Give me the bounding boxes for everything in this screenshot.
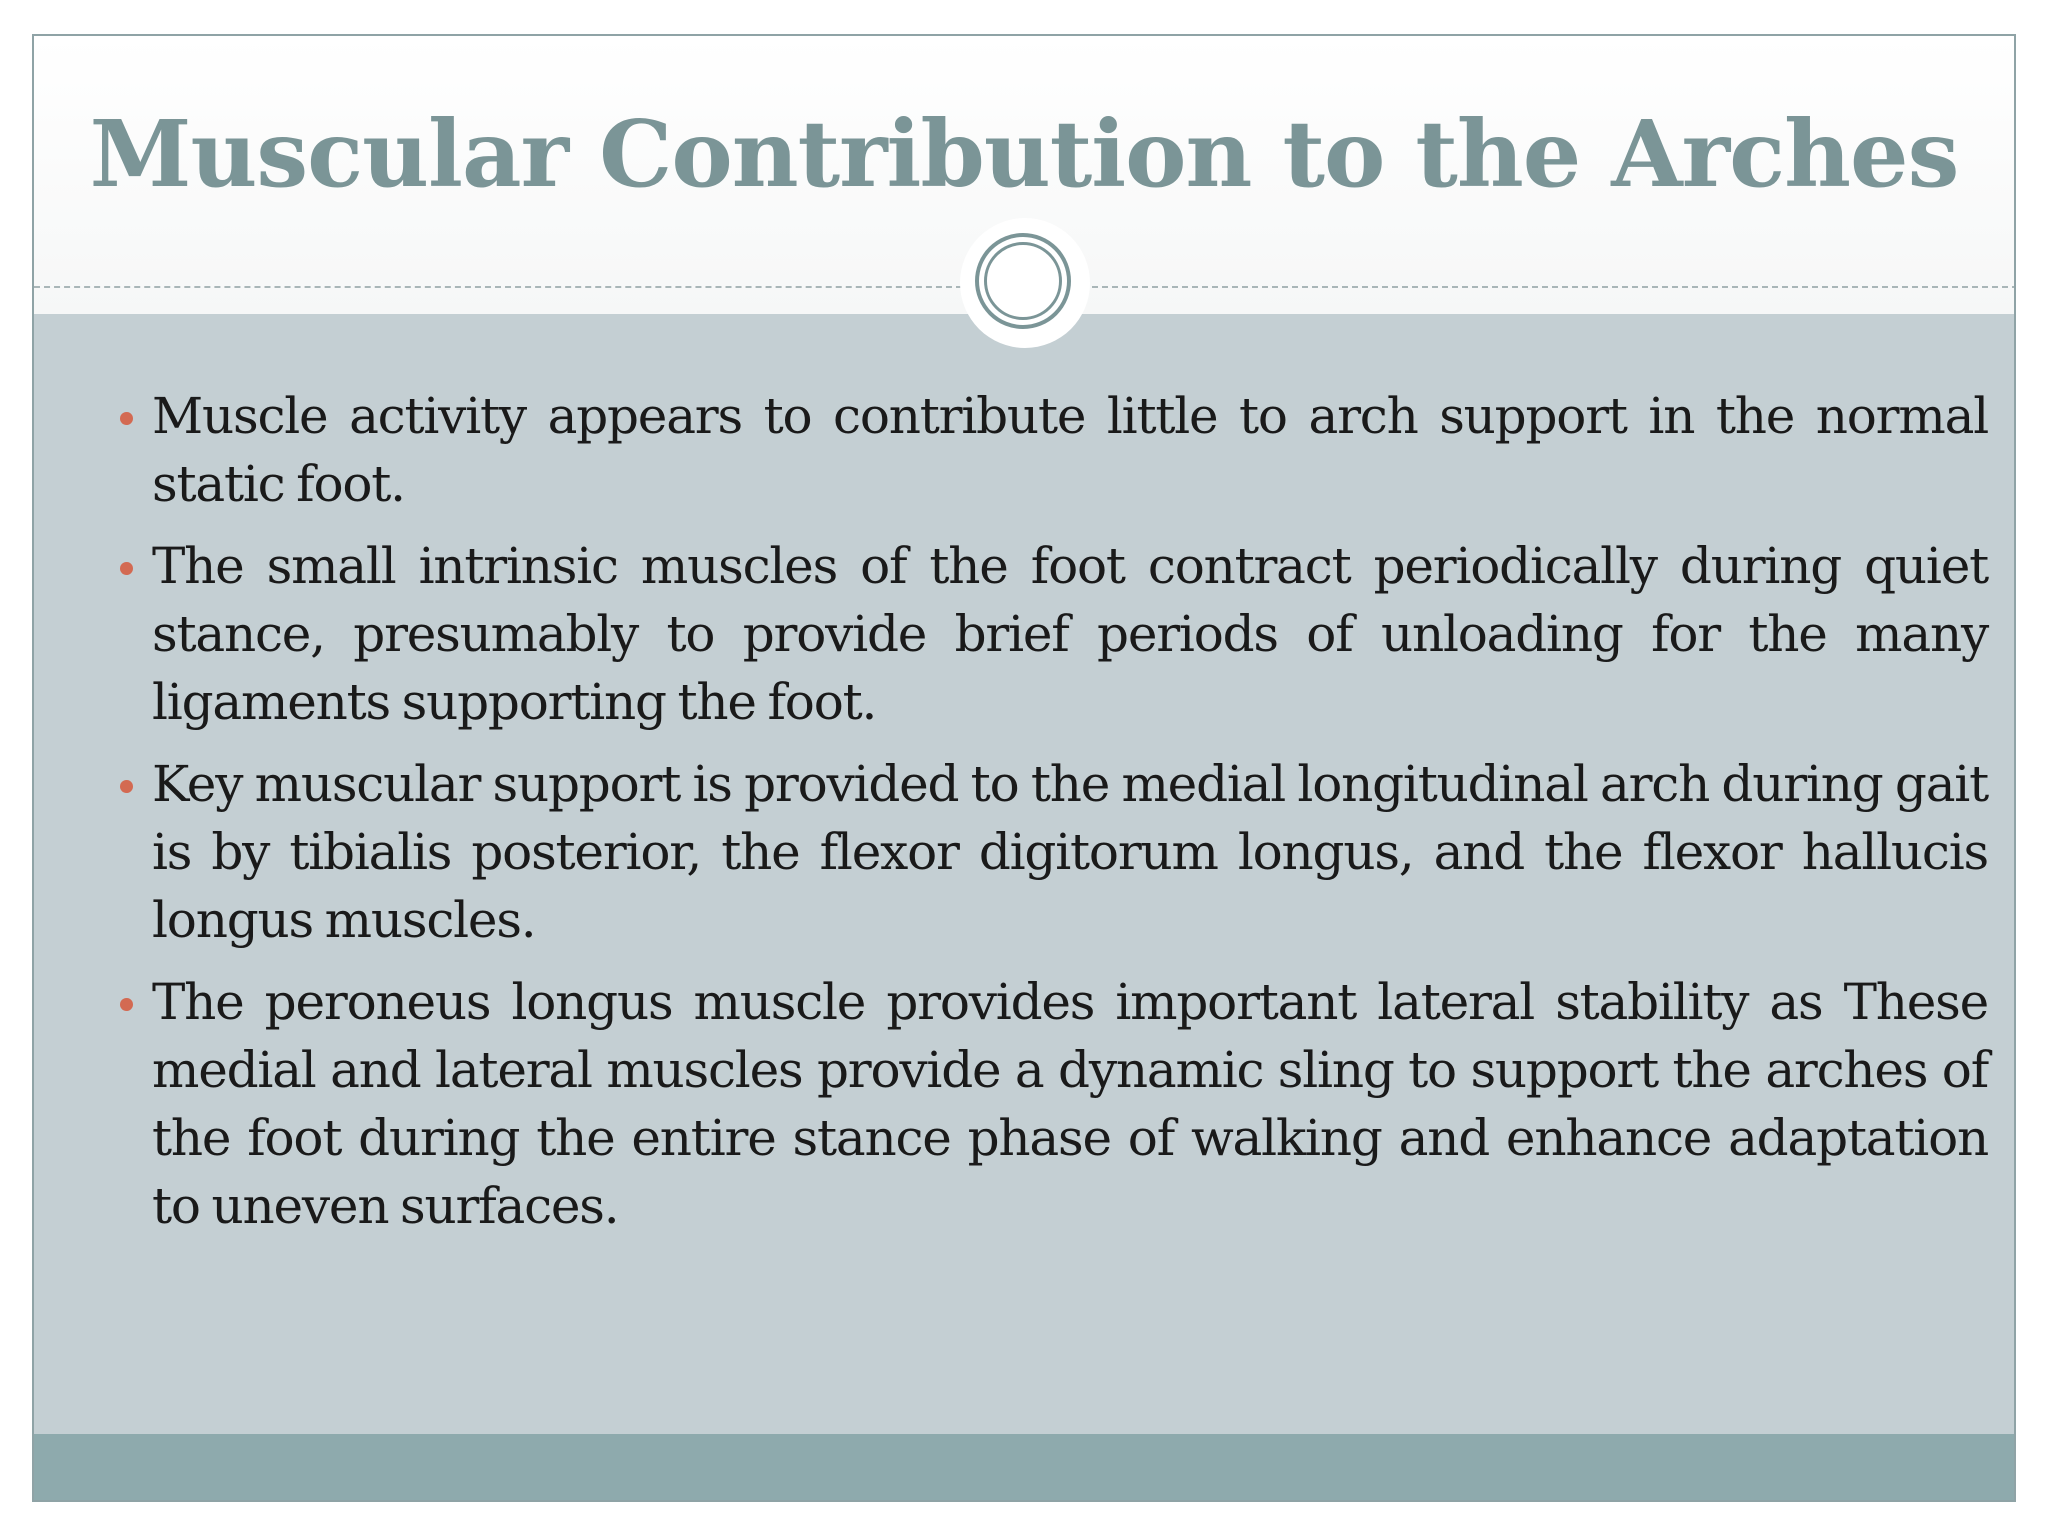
bullet-dot-icon [120, 412, 133, 425]
divider-left [34, 286, 962, 288]
bullet-text: The peroneus longus muscle provides important lateral stability as These medial and lateral muscles provide a dynamic sling to support the arches of the foot during the entire stance phase of walking and enhance adaptation to uneven surfaces. [152, 973, 1988, 1235]
bullet-list [152, 382, 1988, 1254]
footer-band [34, 1434, 2014, 1502]
bullet-item [152, 382, 1988, 518]
bullet-text: Muscle activity appears to contribute little to arch support in the normal static foot. [152, 387, 1988, 513]
bullet-text: The small intrinsic muscles of the foot contract periodically during quiet stance, presumably to provide brief periods of unloading for the many ligaments supporting the foot. [152, 537, 1988, 731]
divider-right [1092, 286, 2016, 288]
circle-ornament-icon [975, 233, 1071, 329]
bullet-dot-icon [120, 562, 133, 575]
bullet-dot-icon [120, 998, 133, 1011]
slide [32, 34, 2016, 1502]
bullet-item [152, 750, 1988, 954]
bullet-item [152, 968, 1988, 1240]
bullet-text: Key muscular support is provided to the medial longitudinal arch during gait is by tibialis posterior, the flexor digitorum longus, and the flexor hallucis longus muscles. [152, 755, 1988, 949]
bullet-dot-icon [120, 780, 133, 793]
slide-title: Muscular Contribution to the Arches [89, 100, 1959, 208]
bullet-item [152, 532, 1988, 736]
